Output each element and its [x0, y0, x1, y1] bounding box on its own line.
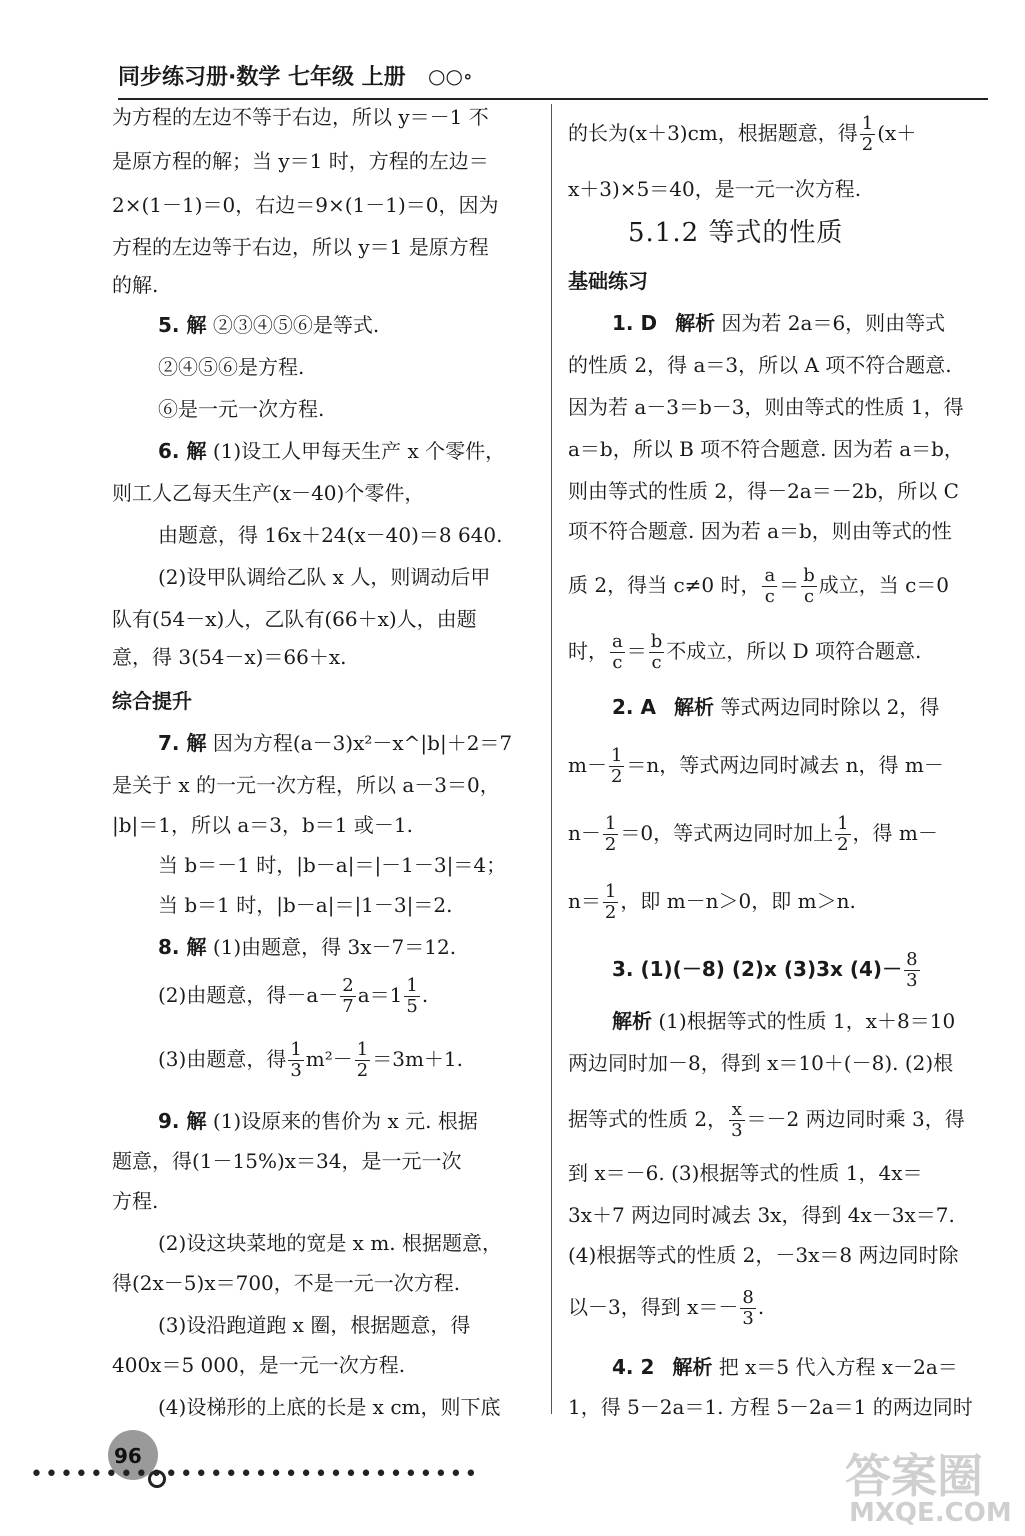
text-span: ＝3m＋1. [372, 1047, 464, 1071]
text-line: 是关于 x 的一元一次方程，所以 a－3＝0， [112, 773, 500, 797]
text-line: (2)设甲队调给乙队 x 人，则调动后甲 [158, 565, 491, 589]
text-span: 时， [568, 639, 608, 663]
text-span: 质 2，得当 c≠0 时， [568, 573, 761, 597]
text-span: 据等式的性质 2， [568, 1107, 728, 1131]
text-line: 则由等式的性质 2，得－2a＝－2b，所以 C [568, 479, 959, 503]
denominator: 5 [406, 996, 418, 1017]
column-divider [551, 104, 552, 1414]
formula-line [568, 814, 938, 855]
text-line: 则工人乙每天生产(x－40)个零件， [112, 481, 425, 505]
text-span: (3)由题意，得 [158, 1047, 287, 1071]
fraction [340, 976, 355, 1017]
q-text: (1)根据等式的性质 1，x＋8＝10 [652, 1009, 956, 1033]
text-line: x＋3)×5＝40，是一元一次方程. [568, 177, 862, 201]
fraction [610, 632, 625, 673]
section-heading: 综合提升 [112, 689, 192, 713]
text-span: ＝n，等式两边同时减去 n，得 m－ [626, 753, 944, 777]
text-span: m²－ [305, 1047, 353, 1071]
numerator: 8 [906, 949, 918, 970]
text-line: |b|＝1，所以 a＝3，b＝1 或－1. [112, 813, 413, 837]
q-text: 等式两边同时除以 2，得 [713, 695, 940, 719]
header-dots: ○○∘ [428, 64, 473, 88]
header-title: 同步练习册·数学 七年级 上册 [118, 65, 406, 90]
fraction [355, 1040, 370, 1081]
denominator: 3 [731, 1120, 743, 1141]
text-line: 方程的左边等于右边，所以 y＝1 是原方程 [112, 235, 489, 259]
denominator: c [612, 652, 623, 673]
text-line: 得(2x－5)x＝700，不是一元一次方程. [112, 1271, 461, 1295]
text-span: ，即 m－n＞0，即 m＞n. [620, 889, 856, 913]
watermark-text: 答案圈 [845, 1449, 983, 1503]
q-text: 因为方程(a－3)x²－x^|b|＋2＝7 [206, 731, 513, 755]
text-span: . [757, 1295, 765, 1319]
text-span: 的长为(x＋3)cm，根据题意，得 [568, 121, 858, 145]
question-5 [158, 312, 379, 338]
numerator: x [729, 1100, 744, 1121]
denominator: 2 [610, 766, 623, 787]
formula-line [158, 976, 428, 1017]
question-9 [158, 1108, 478, 1134]
text-line: 是原方程的解；当 y＝1 时，方程的左边＝ [112, 149, 489, 173]
question-1 [612, 310, 945, 336]
text-line: 队有(54－x)人，乙队有(66＋x)人，由题 [112, 607, 477, 631]
q-text: ②③④⑤⑥是等式. [206, 313, 380, 337]
numerator: 1 [837, 813, 849, 834]
text-span: (x＋ [877, 121, 917, 145]
text-span: n－ [568, 821, 601, 845]
text-line: a＝b，所以 B 项不符合题意. 因为若 a＝b， [568, 437, 964, 461]
question-7 [158, 730, 512, 756]
numerator: 1 [604, 881, 617, 902]
numerator: a [612, 631, 623, 652]
text-line: 400x＝5 000，是一元一次方程. [112, 1353, 406, 1377]
text-line: 3x＋7 两边同时减去 3x，得到 4x－3x＝7. [568, 1203, 955, 1227]
numerator: a [764, 565, 776, 586]
text-span: ＝ [626, 639, 647, 663]
analysis-tag: 解析 [672, 1355, 713, 1379]
watermark-logo [845, 1440, 1012, 1530]
formula-line [568, 566, 949, 607]
section-title: 5.1.2 等式的性质 [628, 218, 844, 248]
fraction [860, 114, 875, 155]
numerator: 1 [356, 1039, 369, 1060]
footer-dot-rule: •••••••••••••••••••••••••••••• [30, 1462, 480, 1487]
question-8 [158, 934, 456, 960]
fraction [904, 950, 919, 991]
text-line: 两边同时加－8，得到 x＝10＋(－8). (2)根 [568, 1051, 954, 1075]
question-2 [612, 694, 939, 720]
q-text: (1)设原来的售价为 x 元. 根据 [206, 1109, 478, 1133]
text-span: 以－3，得到 x＝－ [568, 1295, 739, 1319]
q-label: 9. 解 [158, 1109, 207, 1133]
formula-line [568, 1288, 764, 1329]
text-span: 成立，当 c＝0 [818, 573, 950, 597]
watermark-url: MXQE.COM [849, 1498, 1012, 1528]
text-line: (3)设沿跑道跑 x 圈，根据题意，得 [158, 1313, 471, 1337]
text-span: m－ [568, 753, 607, 777]
text-span: ＝ [779, 573, 800, 597]
question-6 [158, 438, 505, 464]
question-4 [612, 1354, 958, 1380]
text-span: ＝－2 两边同时乘 3，得 [746, 1107, 965, 1131]
fraction [729, 1100, 744, 1141]
fraction [740, 1288, 755, 1329]
numerator: 1 [290, 1039, 302, 1060]
text-line: 题意，得(1－15%)x＝34，是一元一次 [112, 1149, 462, 1173]
formula-line [568, 114, 916, 155]
q-label: 6. 解 [158, 439, 207, 463]
text-line: 到 x＝－6. (3)根据等式的性质 1，4x＝ [568, 1161, 923, 1185]
fraction [762, 566, 777, 607]
page-header [118, 58, 988, 100]
analysis-tag: 解析 [675, 311, 716, 335]
formula-line [568, 1100, 965, 1141]
formula-line [158, 1040, 463, 1081]
numerator: 8 [742, 1287, 754, 1308]
denominator: 3 [290, 1060, 302, 1081]
fraction [801, 566, 817, 607]
text-line: 当 b＝1 时，|b－a|＝|1－3|＝2. [158, 893, 453, 917]
denominator: 7 [342, 996, 354, 1017]
text-span: n＝ [568, 889, 601, 913]
analysis-tag: 解析 [673, 695, 714, 719]
text-line: 的性质 2，得 a＝3，所以 A 项不符合题意. [568, 353, 952, 377]
question-3 [612, 950, 922, 991]
text-line: ②④⑤⑥是方程. [158, 355, 305, 379]
q-text: 把 x＝5 代入方程 x－2a＝ [712, 1355, 958, 1379]
numerator: 1 [406, 975, 418, 996]
text-line: 项不符合题意. 因为若 a＝b，则由等式的性 [568, 519, 952, 543]
q-text: 因为若 2a＝6，则由等式 [715, 311, 946, 335]
q-label: 7. 解 [158, 731, 207, 755]
fraction [603, 814, 618, 855]
text-line: 为方程的左边不等于右边，所以 y＝－1 不 [112, 105, 489, 129]
text-line: 意，得 3(54－x)＝66＋x. [112, 645, 347, 669]
text-line: (4)根据等式的性质 2，－3x＝8 两边同时除 [568, 1243, 959, 1267]
text-line: (4)设梯形的上底的长是 x cm，则下底 [158, 1395, 501, 1419]
formula-line [568, 746, 944, 787]
formula-line [568, 882, 856, 923]
text-span: ＝0，等式两边同时加上 [620, 821, 834, 845]
denominator: c [764, 586, 775, 607]
text-line: 2×(1－1)＝0，右边＝9×(1－1)＝0，因为 [112, 193, 499, 217]
denominator: 2 [356, 1060, 369, 1081]
text-line: 由题意，得 16x＋24(x－40)＝8 640. [158, 523, 503, 547]
fraction [649, 632, 665, 673]
q-label: 2. A [612, 695, 656, 719]
q-label: 5. 解 [158, 313, 207, 337]
denominator: c [651, 652, 662, 673]
text-line: (2)设这块菜地的宽是 x m. 根据题意， [158, 1231, 503, 1255]
text-line: 的解. [112, 273, 159, 297]
text-line: 方程. [112, 1189, 159, 1213]
text-span: a＝1 [357, 983, 403, 1007]
q-label: 8. 解 [158, 935, 207, 959]
denominator: 3 [906, 970, 918, 991]
text-line: 当 b＝－1 时，|b－a|＝|－1－3|＝4； [158, 853, 507, 877]
fraction [288, 1040, 303, 1081]
text-span: . [421, 983, 429, 1007]
denominator: 2 [604, 902, 617, 923]
numerator: b [650, 631, 663, 652]
text-span: (2)由题意，得－a－ [158, 983, 339, 1007]
denominator: 2 [837, 834, 849, 855]
fraction [609, 746, 624, 787]
text-span: 不成立，所以 D 项符合题意. [666, 639, 922, 663]
numerator: 1 [604, 813, 617, 834]
numerator: 1 [610, 745, 623, 766]
denominator: 2 [861, 134, 874, 155]
q-label: 1. D [612, 311, 658, 335]
analysis-tag: 解析 [612, 1009, 652, 1033]
text-span: ，得 m－ [852, 821, 938, 845]
text-line: ⑥是一元一次方程. [158, 397, 325, 421]
q-text: (1)由题意，得 3x－7＝12. [206, 935, 457, 959]
fraction [404, 976, 419, 1017]
denominator: 2 [604, 834, 617, 855]
numerator: 1 [861, 113, 874, 134]
fraction [603, 882, 618, 923]
numerator: b [803, 565, 815, 586]
q-text: (1)设工人甲每天生产 x 个零件， [206, 439, 506, 463]
page-number: 96 [114, 1444, 142, 1468]
numerator: 2 [342, 975, 354, 996]
q-label: 4. 2 [612, 1355, 655, 1379]
text-line: 因为若 a－3＝b－3，则由等式的性质 1，得 [568, 395, 964, 419]
denominator: 3 [742, 1308, 754, 1329]
footer-ring-icon [148, 1470, 166, 1488]
subsection-heading: 基础练习 [568, 269, 648, 293]
fraction [835, 814, 850, 855]
denominator: c [803, 586, 815, 607]
text-line: 1，得 5－2a＝1. 方程 5－2a＝1 的两边同时 [568, 1395, 973, 1419]
analysis-line [612, 1008, 955, 1034]
q-text: 3. (1)(－8) (2)x (3)3x (4)－ [612, 957, 903, 981]
formula-line [568, 632, 921, 673]
